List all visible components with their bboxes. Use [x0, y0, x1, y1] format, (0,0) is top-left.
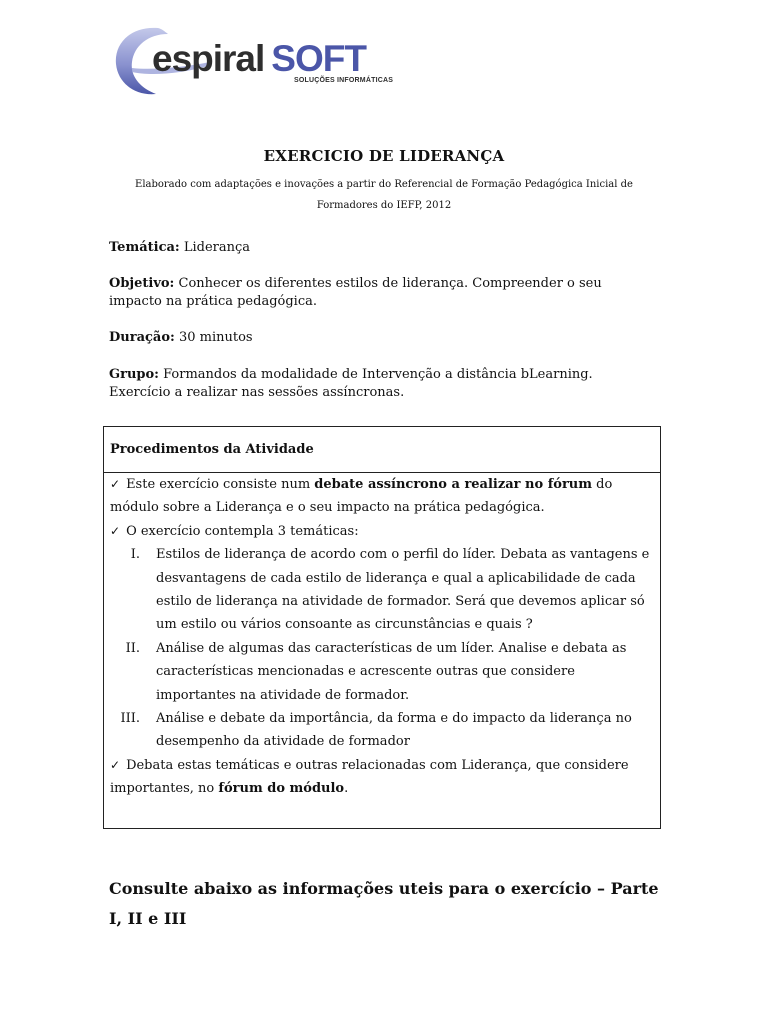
procedures-box	[103, 426, 661, 829]
topic-item	[110, 707, 654, 754]
field-tematica-value: Liderança	[179, 240, 251, 255]
footer-heading: Consulte abaixo as informações uteis para o exercício – Parte I, II e III	[109, 879, 659, 928]
field-objetivo-label: Objetivo:	[109, 276, 175, 291]
procedure-item-3-bold: fórum do módulo	[218, 781, 345, 797]
checkmark-icon: ✓	[110, 523, 121, 538]
field-duracao-label: Duração:	[109, 330, 175, 345]
topic-number: I.	[130, 547, 140, 563]
field-tematica-label: Temática:	[109, 240, 180, 255]
procedure-item-1-post: do módulo sobre a Liderança e o seu impacto na prática pedagógica.	[110, 477, 613, 516]
logo-brand-part2: SOFT	[271, 38, 366, 79]
checkmark-icon: ✓	[110, 757, 121, 772]
company-logo	[110, 22, 410, 100]
field-grupo-label: Grupo:	[109, 367, 159, 382]
topic-item	[110, 637, 654, 707]
procedure-item-1	[110, 473, 654, 520]
field-objetivo-value: Conhecer os diferentes estilos de liderança. Compreender o seu impacto na prática pedagógica.	[109, 276, 602, 309]
procedures-body	[104, 473, 660, 801]
logo-wordmark	[152, 40, 366, 77]
procedure-item-2-text: O exercício contempla 3 temáticas:	[126, 523, 359, 539]
procedure-item-3-pre: Debata estas temáticas e outras relacionadas com Liderança, que considere importantes, no	[110, 757, 629, 797]
logo-tagline: SOLUÇÕES INFORMÁTICAS	[294, 77, 394, 84]
field-duracao	[109, 329, 649, 347]
document-subtitle: Elaborado com adaptações e inovações a partir do Referencial de Formação Pedagógica Inicial de Formadores do IEFP, 2012	[135, 179, 633, 211]
topic-number: III.	[120, 711, 140, 727]
procedure-item-1-pre: Este exercício consiste num	[126, 477, 315, 492]
topic-item	[110, 543, 654, 637]
procedure-item-1-bold: debate assíncrono a realizar no fórum	[314, 477, 593, 492]
document-title: EXERCICIO DE LIDERANÇA	[263, 147, 505, 165]
procedure-item-3	[110, 754, 654, 801]
procedures-header: Procedimentos da Atividade	[104, 427, 660, 473]
field-duracao-value: 30 minutos	[174, 330, 253, 345]
checkmark-icon: ✓	[110, 477, 121, 491]
field-objetivo	[109, 275, 649, 311]
procedure-item-3-post: .	[344, 781, 349, 797]
procedure-item-2	[110, 520, 654, 543]
field-tematica	[109, 239, 649, 257]
field-grupo	[109, 366, 649, 402]
topic-text: Análise de algumas das características de um líder. Analise e debata as características mencionadas e acrescente outras que considere importantes na atividade de formador.	[156, 640, 627, 703]
field-grupo-value: Formandos da modalidade de Intervenção a distância bLearning. Exercício a realizar nas sessões assíncronas.	[109, 367, 593, 400]
logo-brand-part1: espiral	[152, 38, 265, 79]
topic-text: Estilos de liderança de acordo com o perfil do líder. Debata as vantagens e desvantagens de cada estilo de liderança e qual a aplicabilidade de cada estilo de liderança na atividade de formador. Será que devemos aplicar só um estilo ou vários consoante as circunstâncias e quais ?	[156, 547, 650, 633]
topic-number: II.	[125, 640, 140, 656]
topic-text: Análise e debate da importância, da forma e do impacto da liderança no desempenho da atividade de formador	[156, 711, 632, 750]
